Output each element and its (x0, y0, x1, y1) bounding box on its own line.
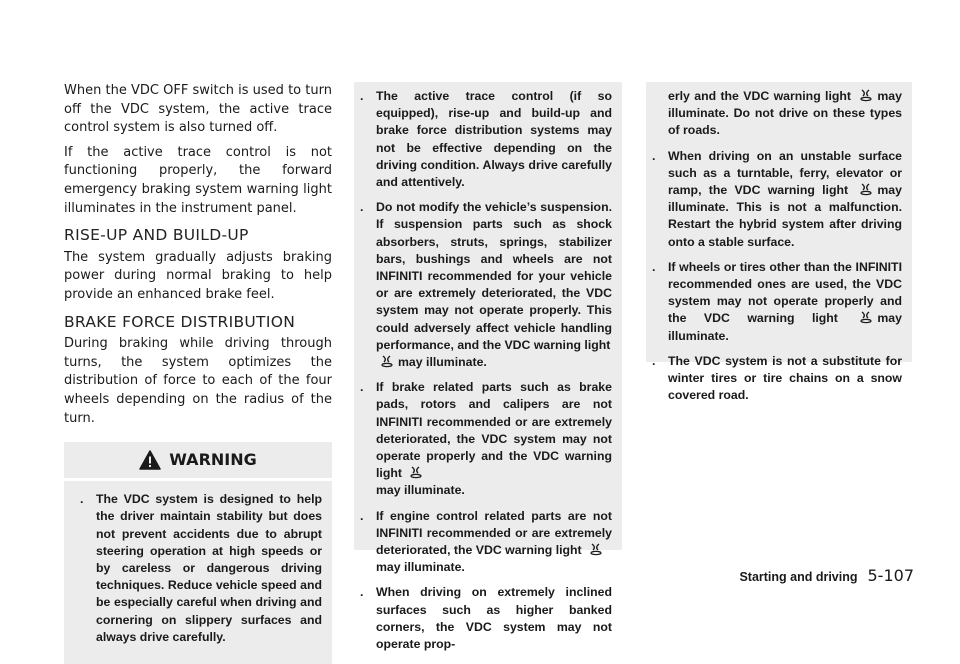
list-item: . When driving on an unstable surface such as a turntable, ferry, elevator or ramp, the VDC warning light may illuminate. This is not a malfunction. Restart the hybrid system after driving onto a stable surface. (652, 148, 902, 249)
list-item: . If brake related parts such as brake pads, rotors and calipers are not INFINITI recommended or are extremely deteriorated, the VDC system may not operate properly and the VDC warning light may illuminate. (360, 380, 612, 498)
vdc-warning-light-icon (409, 465, 423, 479)
list-item: . The active trace control (if so equipped), rise-up and build-up and brake force distribution systems may not be effective depending on the driving condition. Always drive carefully and attentively. (360, 89, 612, 190)
warning-header (64, 442, 332, 481)
paragraph-rise-up: The system gradually adjusts braking power during normal braking to help provide an enhanced brake feel. (64, 249, 332, 302)
column-1 (64, 82, 332, 664)
warning-triangle-icon (139, 450, 161, 470)
vdc-warning-light-icon (859, 88, 873, 102)
list-item: . Do not modify the vehicle’s suspension. If suspension parts such as shock absorbers, struts, springs, stabilizer bars, bushings and wheels are not INFINITI recommended for your vehicle or are extremely deteriorated, the VDC system may not operate properly. This could adversely affect vehicle handling performance, and the VDC warning light may illuminate. (360, 200, 612, 370)
list-item: . If wheels or tires other than the INFINITI recommended ones are used, the VDC system may not operate properly and the VDC warning light may illuminate. (652, 259, 902, 343)
heading-brake-force: BRAKE FORCE DISTRIBUTION (64, 312, 296, 331)
list-item: . The VDC system is not a substitute for winter tires or tire chains on a snow covered road. (652, 353, 902, 403)
column-2 (354, 82, 622, 652)
warning-title: WARNING (169, 449, 257, 469)
paragraph-active-trace: If the active trace control is not functioning properly, the forward emergency braking system warning light illuminates in the instrument panel. (64, 144, 332, 216)
paragraph-brake-force: During braking while driving through turns, the system optimizes the distribution of force to each of the four wheels depending on the radius of the turn. (64, 336, 332, 426)
page-number: 5-107 (867, 566, 914, 585)
column-3 (646, 82, 912, 403)
paragraph-vdc-off: When the VDC OFF switch is used to turn off the VDC system, the active trace control system is also turned off. (64, 83, 332, 136)
vdc-warning-light-icon (380, 354, 394, 368)
list-item: . If engine control related parts are not INFINITI recommended or are extremely deteriorated, the VDC warning light may illuminate. (360, 508, 612, 575)
list-item-continued: erly and the VDC warning light may illuminate. Do not drive on these types of roads. (668, 89, 902, 138)
heading-rise-up: RISE-UP AND BUILD-UP (64, 226, 249, 245)
vdc-warning-light-icon (859, 182, 873, 196)
list-item: . When driving on extremely inclined surfaces such as higher banked corners, the VDC system may not operate prop- (360, 585, 612, 652)
list-item: . The VDC system is designed to help the driver maintain stability but does not prevent accidents due to abrupt steering operation at high speeds or by careless or dangerous driving techniques. Reduce vehicle speed and be especially careful when driving and cornering on slippery surfaces and always drive carefully. (80, 492, 322, 644)
page-footer (739, 566, 914, 585)
vdc-warning-light-icon (859, 310, 873, 324)
vdc-warning-light-icon (589, 542, 603, 556)
section-title: Starting and driving (739, 570, 858, 584)
warning-box (64, 442, 332, 664)
